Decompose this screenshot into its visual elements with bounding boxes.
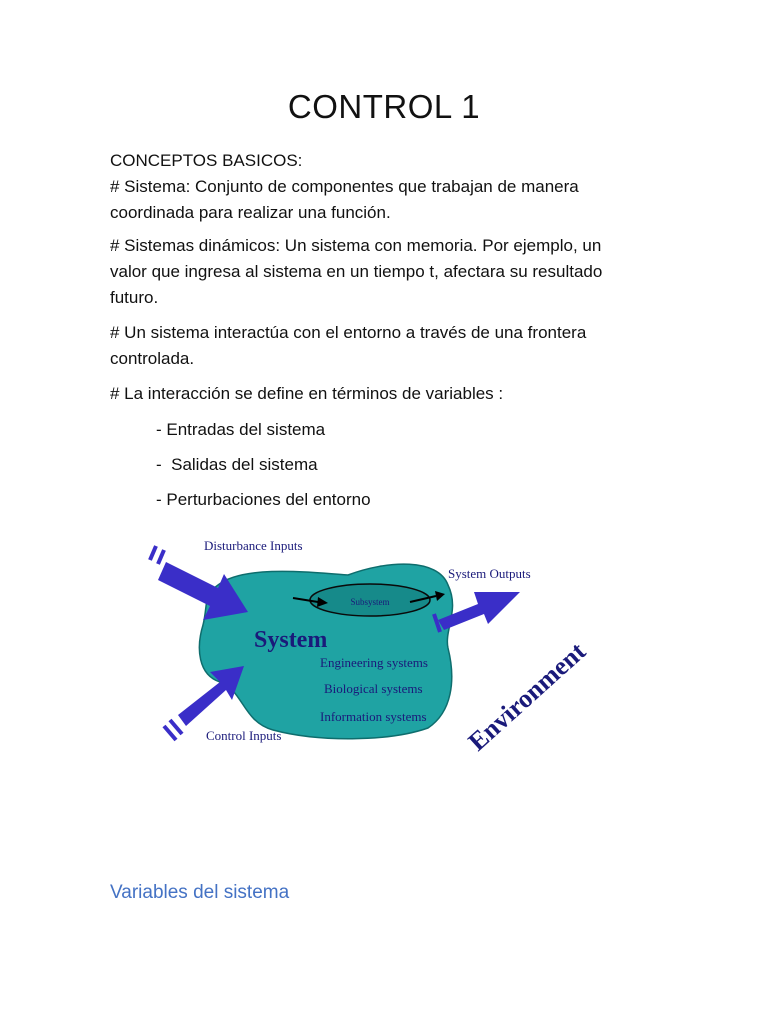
list-item-inputs: - Entradas del sistema: [156, 420, 326, 439]
system-diagram: [148, 530, 618, 760]
text-line: CONCEPTOS BASICOS:: [110, 151, 303, 170]
control-inputs-label: Control Inputs: [206, 728, 282, 743]
disturbance-inputs-label: Disturbance Inputs: [204, 538, 303, 553]
text-line: valor que ingresa al sistema en un tiempo t, afectara su resultado: [110, 262, 603, 281]
biological-systems-label: Biological systems: [324, 681, 423, 696]
text-line: controlada.: [110, 349, 195, 368]
paragraph-variables: [110, 381, 670, 407]
system-label: System: [254, 627, 328, 653]
document-title: CONTROL 1: [287, 88, 481, 125]
paragraph-dynamic-systems: [110, 233, 670, 311]
text-line: # Sistema: Conjunto de componentes que trabajan de manera: [110, 177, 579, 196]
text-line: # Un sistema interactúa con el entorno a través de una frontera: [110, 323, 587, 342]
list-item-disturbances: - Perturbaciones del entorno: [156, 490, 371, 509]
text-line: coordinada para realizar una función.: [110, 203, 391, 222]
information-systems-label: Information systems: [320, 709, 427, 724]
engineering-systems-label: Engineering systems: [320, 655, 428, 670]
list-item-outputs: - Salidas del sistema: [156, 455, 318, 474]
subsystem-label: Subsystem: [350, 597, 390, 607]
section-heading: Variables del sistema: [110, 882, 290, 903]
text-line: # Sistemas dinámicos: Un sistema con memoria. Por ejemplo, un: [110, 236, 602, 255]
paragraph-basic-concepts: [110, 148, 670, 226]
text-line: futuro.: [110, 288, 159, 307]
system-outputs-label: System Outputs: [448, 566, 531, 581]
text-line: # La interacción se define en términos de variables :: [110, 384, 504, 403]
paragraph-interaction: [110, 320, 670, 372]
environment-label: Environment: [462, 636, 592, 757]
